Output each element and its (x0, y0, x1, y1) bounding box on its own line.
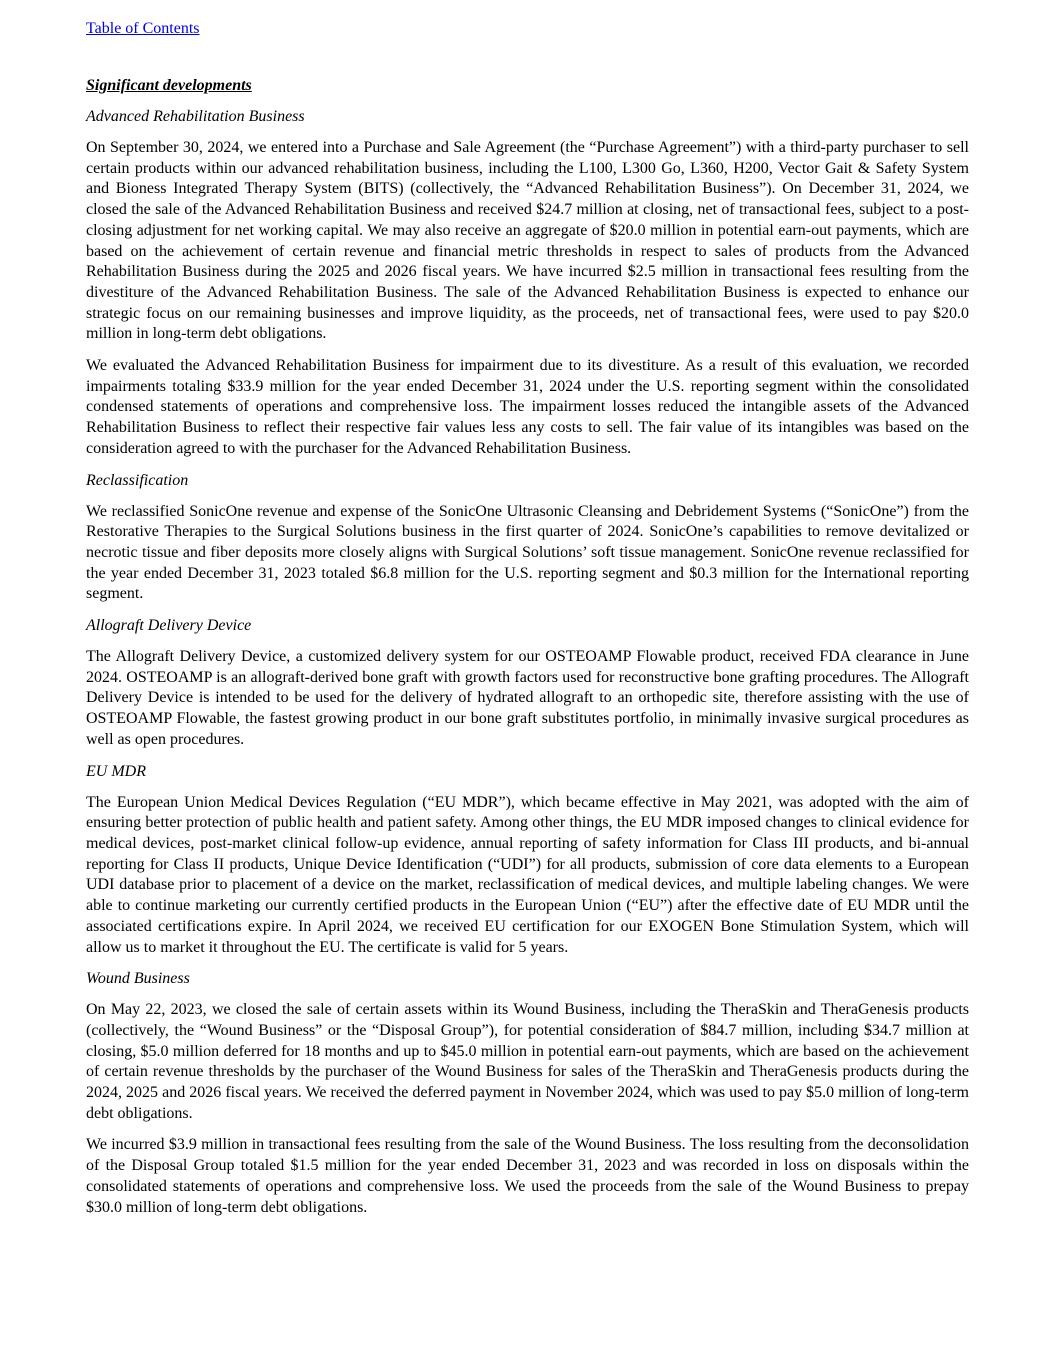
allograft-delivery-device-heading: Allograft Delivery Device (86, 617, 252, 635)
advanced-rehabilitation-paragraph-2: We evaluated the Advanced Rehabilitation Business for impairment due to its divestiture. As a result of this evaluation, we recorded impairments totaling $33.9 million for the year ended December 31, 2024 under the U.S. reporting segment within the consolidated condensed statements of operations and comprehensive loss. The impairment losses reduced the intangible assets of the Advanced Rehabilitation Business to reflect their respective fair values less any costs to sell. The fair value of its intangibles was based on the consideration agreed to with the purchaser for the Advanced Rehabilitation Business. (86, 357, 969, 457)
wound-business-heading: Wound Business (86, 970, 190, 988)
wound-business-paragraph-2: We incurred $3.9 million in transactional fees resulting from the sale of the Wound Business. The loss resulting from the deconsolidation of the Disposal Group totaled $1.5 million for the year ended December 31, 2023 and was recorded in loss on disposals within the consolidated statements of operations and comprehensive loss. We used the proceeds from the sale of the Wound Business to prepay $30.0 million of long-term debt obligations. (86, 1136, 969, 1216)
eu-mdr-paragraph: The European Union Medical Devices Regulation (“EU MDR”), which became effective in May 2021, was adopted with the aim of ensuring better protection of public health and patient safety. Among other things, the EU MDR imposed changes to clinical evidence for medical devices, post-market clinical follow-up evidence, annual reporting of safety information for Class III products, and bi-annual reporting for Class II products, Unique Device Identification (“UDI”) for all products, submission of core data elements to a European UDI database prior to placement of a device on the market, reclassification of medical devices, and multiple labeling changes. We were able to continue marketing our currently certified products in the European Union (“EU”) after the effective date of EU MDR until the associated certifications expire. In April 2024, we received EU certification for our EXOGEN Bone Stimulation System, which will allow us to market it throughout the EU. The certificate is valid for 5 years. (86, 793, 969, 956)
eu-mdr-heading: EU MDR (86, 762, 146, 780)
table-of-contents-link[interactable]: Table of Contents (86, 20, 200, 37)
advanced-rehabilitation-paragraph-1: On September 30, 2024, we entered into a Purchase and Sale Agreement (the “Purchase Agreement”) with a third-party purchaser to sell certain products within our advanced rehabilitation business, including the L100, L300 Go, L360, H200, Vector Gait & Safety System and Bioness Integrated Therapy System (BITS) (collectively, the “Advanced Rehabilitation Business”). On December 31, 2024, we closed the sale of the Advanced Rehabilitation Business and received $24.7 million at closing, net of transactional fees, subject to a post-closing adjustment for net working capital. We may also receive an aggregate of $20.0 million in potential earn-out payments, which are based on the achievement of certain revenue and financial metric thresholds in respect to sales of products from the Advanced Rehabilitation Business during the 2025 and 2026 fiscal years. We have incurred $2.5 million in transactional fees resulting from the divestiture of the Advanced Rehabilitation Business. The sale of the Advanced Rehabilitation Business is expected to enhance our strategic focus on our remaining businesses and improve liquidity, as the proceeds, net of transactional fees, were used to pay $20.0 million in long-term debt obligations. (86, 139, 969, 343)
section-title: Significant developments (86, 77, 252, 94)
reclassification-paragraph: We reclassified SonicOne revenue and expense of the SonicOne Ultrasonic Cleansing and Debridement Systems (“SonicOne”) from the Restorative Therapies to the Surgical Solutions business in the first quarter of 2024. SonicOne’s capabilities to remove devitalized or necrotic tissue and fiber deposits more closely aligns with Surgical Solutions’ soft tissue management. SonicOne revenue reclassified for the year ended December 31, 2023 totaled $6.8 million for the U.S. reporting segment and $0.3 million for the International reporting segment. (86, 502, 969, 603)
advanced-rehabilitation-heading: Advanced Rehabilitation Business (86, 108, 305, 125)
allograft-delivery-device-paragraph: The Allograft Delivery Device, a customized delivery system for our OSTEOAMP Flowable product, received FDA clearance in June 2024. OSTEOAMP is an allograft-derived bone graft with growth factors used for reconstructive bone grafting procedures. The Allograft Delivery Device is intended to be used for the delivery of hydrated allograft to an orthopedic site, therefore assisting with the use of OSTEOAMP Flowable, the fastest growing product in our bone graft substitutes portfolio, in minimally invasive surgical procedures as well as open procedures. (86, 648, 969, 748)
reclassification-heading: Reclassification (86, 471, 189, 489)
wound-business-paragraph-1: On May 22, 2023, we closed the sale of certain assets within its Wound Business, including the TheraSkin and TheraGenesis products (collectively, the “Wound Business” or the “Disposal Group”), for potential consideration of $84.7 million, including $34.7 million at closing, $5.0 million deferred for 18 months and up to $45.0 million in potential earn-out payments, which are based on the achievement of certain revenue thresholds by the purchaser of the Wound Business for sales of the TheraSkin and TheraGenesis products during the 2024, 2025 and 2026 fiscal years. We received the deferred payment in November 2024, which was used to pay $5.0 million of long-term debt obligations. (86, 1001, 969, 1122)
